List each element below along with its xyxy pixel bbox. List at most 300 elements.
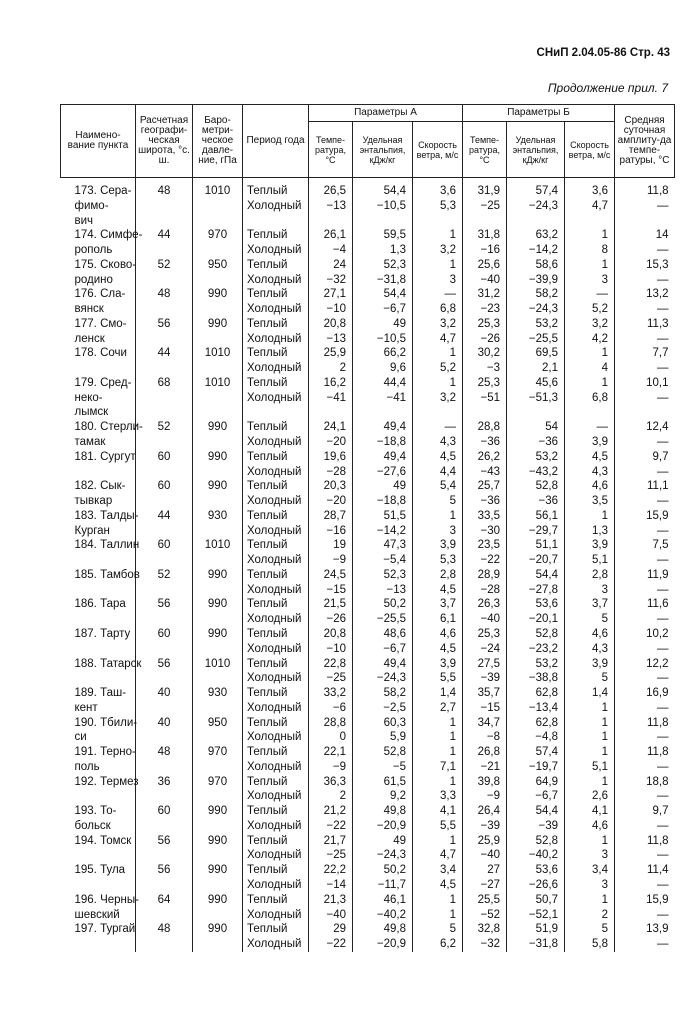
cell-enthalpy-b: −40,2 [507,848,565,863]
cell-wind-b: 4,6 [565,819,615,834]
cell-station-name: 182. Сык- [74,480,126,493]
cell-enthalpy-a: 49,8 [353,922,413,937]
cell-enthalpy-b: −36 [507,435,565,450]
table-row [61,228,675,243]
cell-enthalpy-a: 60,3 [353,716,413,731]
cell-enthalpy-a [353,405,413,420]
cell-amplitude: — [615,435,675,450]
cell-period: Теплый [243,450,309,465]
cell-temp-b: 25,7 [463,479,507,494]
cell-pressure: 990 [193,420,243,435]
climate-table [60,104,675,952]
cell-enthalpy-a: −24,3 [353,848,413,863]
table-row [61,435,675,450]
table-row [61,775,675,790]
cell-amplitude: — [615,199,675,214]
cell-enthalpy-b: 54,4 [507,804,565,819]
cell-wind-a: 1 [413,716,463,731]
cell-amplitude: — [615,848,675,863]
cell-temp-b: −16 [463,243,507,258]
cell-station-name: родино [74,273,113,286]
cell-enthalpy-b: −6,7 [507,789,565,804]
cell-wind-a: 1 [413,834,463,849]
cell-wind-a: 5,3 [413,199,463,214]
cell-wind-b: 1 [565,376,615,391]
cell-enthalpy-b: −39 [507,819,565,834]
table-row [61,346,675,361]
cell-temp-b: −36 [463,494,507,509]
cell-temp-b: −40 [463,273,507,288]
cell-amplitude: — [615,760,675,775]
cell-enthalpy-a: 48,6 [353,627,413,642]
table-row [61,701,675,716]
cell-enthalpy-b: 54 [507,420,565,435]
cell-period: Холодный [243,671,309,686]
cell-enthalpy-a: −6,7 [353,302,413,317]
cell-station-name [61,789,136,804]
cell-pressure [193,243,243,258]
cell-station-name: 195. Тула [74,864,126,877]
cell-pressure [193,214,243,229]
cell-enthalpy-b: −19,7 [507,760,565,775]
cell-wind-b: 4,3 [565,465,615,480]
cell-pressure [193,405,243,420]
cell-station-name: вич [74,214,94,227]
cell-period: Теплый [243,376,309,391]
table-row [61,568,675,583]
cell-temp-b [463,214,507,229]
cell-temp-a: 33,2 [309,686,353,701]
cell-period: Холодный [243,760,309,775]
cell-enthalpy-a: −24,3 [353,671,413,686]
cell-period: Холодный [243,391,309,406]
table-row [61,745,675,760]
cell-pressure [193,671,243,686]
cell-station-name: 197. Тургай [74,923,136,936]
cell-wind-a: 1 [413,509,463,524]
cell-wind-a: 4,5 [413,878,463,893]
table-row [61,878,675,893]
cell-temp-a: 29 [309,922,353,937]
cell-temp-b: 25,3 [463,376,507,391]
cell-wind-b: 5,1 [565,760,615,775]
cell-temp-b: 26,2 [463,450,507,465]
cell-pressure [193,878,243,893]
table-row [61,642,675,657]
cell-wind-b: 1 [565,228,615,243]
cell-enthalpy-a: 49,4 [353,450,413,465]
cell-amplitude: 11,3 [615,317,675,332]
cell-amplitude: — [615,612,675,627]
cell-enthalpy-a: 49 [353,834,413,849]
cell-wind-a: 1 [413,908,463,923]
cell-station-name: 194. Томск [74,834,132,847]
cell-temp-b: −26 [463,332,507,347]
cell-enthalpy-a: 50,2 [353,863,413,878]
col-press-header: Баро-метри-ческое давле-ние, гПа [193,105,243,178]
cell-temp-b: 35,7 [463,686,507,701]
cell-latitude: 56 [136,317,193,332]
cell-pressure: 970 [193,745,243,760]
cell-temp-b: −3 [463,361,507,376]
cell-amplitude: — [615,701,675,716]
cell-period: Холодный [243,361,309,376]
cell-station-name [61,671,136,686]
cell-enthalpy-b: 51,1 [507,538,565,553]
cell-latitude [136,612,193,627]
table-row [61,465,675,480]
cell-station-name: 187. Тарту [74,627,131,640]
cell-wind-a: 6,2 [413,937,463,952]
cell-enthalpy-a: 49,4 [353,420,413,435]
cell-enthalpy-b: −27,8 [507,583,565,598]
cell-enthalpy-a [353,214,413,229]
cell-wind-b: 3 [565,878,615,893]
cell-wind-b: 3 [565,583,615,598]
cell-wind-b: 3,9 [565,657,615,672]
cell-amplitude: 10,1 [615,376,675,391]
cell-pressure [193,848,243,863]
col-period-header: Период года [243,105,309,178]
cell-enthalpy-a: 49 [353,317,413,332]
cell-wind-a: 3,9 [413,657,463,672]
cell-temp-b: 31,9 [463,178,507,199]
cell-wind-a: 4,4 [413,465,463,480]
cell-enthalpy-a: 51,5 [353,509,413,524]
cell-station-name: 188. Татарск [74,657,142,670]
cell-wind-a: 4,1 [413,804,463,819]
cell-enthalpy-a: −41 [353,391,413,406]
cell-latitude [136,553,193,568]
cell-period: Холодный [243,819,309,834]
table-row [61,553,675,568]
cell-wind-b: 3,4 [565,863,615,878]
cell-period: Теплый [243,258,309,273]
table-row [61,612,675,627]
cell-temp-b: 23,5 [463,538,507,553]
cell-temp-b: −21 [463,760,507,775]
cell-station-name: лымск [74,406,109,419]
cell-period: Холодный [243,465,309,480]
cell-temp-a: 26,1 [309,228,353,243]
cell-temp-a: 28,8 [309,716,353,731]
cell-temp-a: 20,3 [309,479,353,494]
cell-enthalpy-b: 52,8 [507,479,565,494]
cell-wind-a: 1 [413,730,463,745]
cell-enthalpy-a: −10,5 [353,332,413,347]
cell-station-name: поль [74,760,100,773]
cell-amplitude: 9,7 [615,804,675,819]
cell-amplitude: — [615,937,675,952]
cell-enthalpy-b: −14,2 [507,243,565,258]
cell-latitude: 60 [136,479,193,494]
cell-temp-a: 22,2 [309,863,353,878]
cell-temp-b: 31,2 [463,287,507,302]
cell-station-name [61,878,136,893]
cell-station-name [61,465,136,480]
cell-amplitude: 10,2 [615,627,675,642]
cell-temp-b: 27 [463,863,507,878]
cell-wind-b: 2 [565,908,615,923]
table-row [61,716,675,731]
cell-period: Холодный [243,789,309,804]
cell-wind-b: 1 [565,346,615,361]
cell-temp-b: 26,4 [463,804,507,819]
cell-amplitude: 15,9 [615,509,675,524]
cell-wind-b: 4,6 [565,627,615,642]
table-row [61,760,675,775]
cell-enthalpy-b: 53,2 [507,657,565,672]
cell-enthalpy-a: −40,2 [353,908,413,923]
cell-temp-b: 26,3 [463,597,507,612]
cell-amplitude: 7,5 [615,538,675,553]
cell-wind-b: 1 [565,716,615,731]
cell-temp-a: −4 [309,243,353,258]
cell-wind-a: 5,5 [413,819,463,834]
cell-period: Теплый [243,775,309,790]
cell-wind-a: 1 [413,258,463,273]
cell-enthalpy-a: 54,4 [353,287,413,302]
cell-wind-b: 1 [565,730,615,745]
cell-amplitude: — [615,361,675,376]
table-row [61,922,675,937]
cell-temp-b: 27,5 [463,657,507,672]
cell-wind-b: 5 [565,612,615,627]
cell-latitude [136,848,193,863]
cell-temp-a: −13 [309,332,353,347]
cell-temp-b: −32 [463,937,507,952]
cell-temp-a: −10 [309,642,353,657]
cell-enthalpy-b: −52,1 [507,908,565,923]
cell-period: Холодный [243,612,309,627]
cell-latitude [136,391,193,406]
cell-amplitude: 11,6 [615,597,675,612]
cell-station-name: ленск [74,332,105,345]
cell-wind-a: 5 [413,922,463,937]
cell-amplitude: — [615,553,675,568]
cell-enthalpy-b: 63,2 [507,228,565,243]
cell-enthalpy-b: 57,4 [507,178,565,199]
cell-pressure [193,760,243,775]
cell-wind-a: 3,2 [413,391,463,406]
cell-wind-b: 8 [565,243,615,258]
cell-pressure: 990 [193,863,243,878]
cell-temp-a: −6 [309,701,353,716]
cell-enthalpy-b: −25,5 [507,332,565,347]
cell-enthalpy-b: 64,9 [507,775,565,790]
cell-period: Теплый [243,893,309,908]
table-row [61,479,675,494]
cell-temp-a: −14 [309,878,353,893]
cell-temp-a: 28,7 [309,509,353,524]
table-row [61,848,675,863]
cell-temp-b: 32,8 [463,922,507,937]
cell-wind-b: 1,3 [565,524,615,539]
cell-temp-b: −30 [463,524,507,539]
col-temp-b-header: Темпе-ратура, °С [463,122,507,178]
cell-amplitude: — [615,273,675,288]
cell-wind-b: 4,3 [565,642,615,657]
cell-wind-a: 3,6 [413,178,463,199]
cell-temp-b [463,405,507,420]
cell-temp-b: −51 [463,391,507,406]
cell-period: Теплый [243,597,309,612]
cell-station-name: 173. Сера- [74,185,132,197]
cell-wind-b: 3,6 [565,178,615,199]
cell-period: Теплый [243,834,309,849]
cell-period: Холодный [243,435,309,450]
cell-enthalpy-b: 53,6 [507,597,565,612]
cell-period: Теплый [243,568,309,583]
cell-pressure: 990 [193,834,243,849]
cell-wind-a: 2,7 [413,701,463,716]
cell-enthalpy-b: 57,4 [507,745,565,760]
cell-temp-b: −43 [463,465,507,480]
cell-temp-b: −24 [463,642,507,657]
cell-latitude [136,878,193,893]
cell-temp-b: 26,8 [463,745,507,760]
cell-period: Теплый [243,479,309,494]
cell-enthalpy-b: −24,3 [507,199,565,214]
table-row [61,494,675,509]
cell-latitude [136,819,193,834]
cell-temp-b: 28,8 [463,420,507,435]
cell-station-name: 196. Черны- [74,893,139,906]
cell-temp-b: 39,8 [463,775,507,790]
cell-enthalpy-a: −2,5 [353,701,413,716]
cell-temp-b: 25,6 [463,258,507,273]
cell-latitude: 44 [136,509,193,524]
cell-latitude: 60 [136,627,193,642]
cell-station-name: вянск [74,303,104,316]
group-a-header: Параметры А [309,105,463,122]
cell-period: Холодный [243,583,309,598]
table-row [61,937,675,952]
cell-station-name: неко- [74,391,103,404]
cell-temp-a: 20,8 [309,627,353,642]
cell-period: Холодный [243,332,309,347]
cell-period: Холодный [243,730,309,745]
cell-latitude [136,701,193,716]
cell-latitude [136,273,193,288]
cell-enthalpy-b: −36 [507,494,565,509]
cell-wind-a: 1 [413,228,463,243]
cell-latitude [136,671,193,686]
cell-amplitude [615,405,675,420]
cell-enthalpy-b: −39,9 [507,273,565,288]
cell-period: Теплый [243,745,309,760]
cell-wind-a: 5,2 [413,361,463,376]
cell-amplitude: — [615,878,675,893]
cell-enthalpy-b [507,214,565,229]
cell-pressure [193,908,243,923]
table-row [61,214,675,229]
cell-enthalpy-b [507,405,565,420]
cell-wind-b: 3 [565,848,615,863]
col-name-header: Наимено-вание пункта [61,105,136,178]
cell-pressure: 930 [193,509,243,524]
cell-wind-b: 1 [565,258,615,273]
cell-temp-a: 21,5 [309,597,353,612]
cell-wind-b: 1,4 [565,686,615,701]
cell-amplitude: — [615,908,675,923]
cell-station-name: 174. Симфе- [74,229,143,242]
cell-wind-a: — [413,287,463,302]
cell-pressure: 990 [193,922,243,937]
cell-latitude [136,524,193,539]
cell-period: Холодный [243,302,309,317]
table-row [61,893,675,908]
table-row [61,450,675,465]
cell-temp-a: −9 [309,760,353,775]
cell-enthalpy-a: 44,4 [353,376,413,391]
cell-temp-b: 34,7 [463,716,507,731]
cell-temp-b: −28 [463,583,507,598]
cell-latitude: 60 [136,804,193,819]
cell-station-name: 185. Тамбов [74,568,140,581]
cell-latitude: 44 [136,346,193,361]
col-wind-b-header: Скорость ветра, м/с [565,122,615,178]
cell-station-name: 179. Сред- [74,376,132,389]
cell-temp-a: −26 [309,612,353,627]
col-enth-a-header: Удельная энтальпия, кДж/кг [353,122,413,178]
table-row [61,509,675,524]
col-enth-b-header: Удельная энтальпия, кДж/кг [507,122,565,178]
cell-latitude: 52 [136,568,193,583]
cell-wind-b: 4 [565,361,615,376]
cell-latitude [136,908,193,923]
cell-pressure: 990 [193,317,243,332]
cell-enthalpy-b: −20,7 [507,553,565,568]
cell-pressure [193,524,243,539]
cell-wind-a: 5 [413,494,463,509]
cell-wind-a: 6,8 [413,302,463,317]
cell-enthalpy-b: 62,8 [507,716,565,731]
cell-wind-a: 1 [413,346,463,361]
cell-station-name [61,848,136,863]
cell-wind-b: 3,9 [565,435,615,450]
cell-wind-a: 6,1 [413,612,463,627]
cell-temp-a: −15 [309,583,353,598]
table-row [61,273,675,288]
cell-latitude: 36 [136,775,193,790]
cell-wind-b: 3,2 [565,317,615,332]
cell-wind-a: 4,5 [413,583,463,598]
cell-pressure: 990 [193,597,243,612]
cell-temp-b: −25 [463,199,507,214]
cell-temp-a: −16 [309,524,353,539]
cell-temp-a: 22,1 [309,745,353,760]
cell-enthalpy-a: 9,6 [353,361,413,376]
cell-temp-b: −23 [463,302,507,317]
cell-station-name: 176. Сла- [74,288,126,301]
table-row [61,376,675,391]
cell-latitude: 48 [136,287,193,302]
cell-temp-a: 36,3 [309,775,353,790]
cell-period: Холодный [243,878,309,893]
cell-temp-b: 31,8 [463,228,507,243]
cell-station-name: тывкар [74,495,113,508]
cell-wind-a: 5,4 [413,479,463,494]
cell-wind-a: 4,5 [413,642,463,657]
cell-pressure: 1010 [193,376,243,391]
cell-period: Холодный [243,553,309,568]
cell-pressure: 930 [193,686,243,701]
table-row [61,686,675,701]
cell-pressure: 970 [193,775,243,790]
cell-amplitude: 7,7 [615,346,675,361]
cell-wind-b: 4,2 [565,332,615,347]
